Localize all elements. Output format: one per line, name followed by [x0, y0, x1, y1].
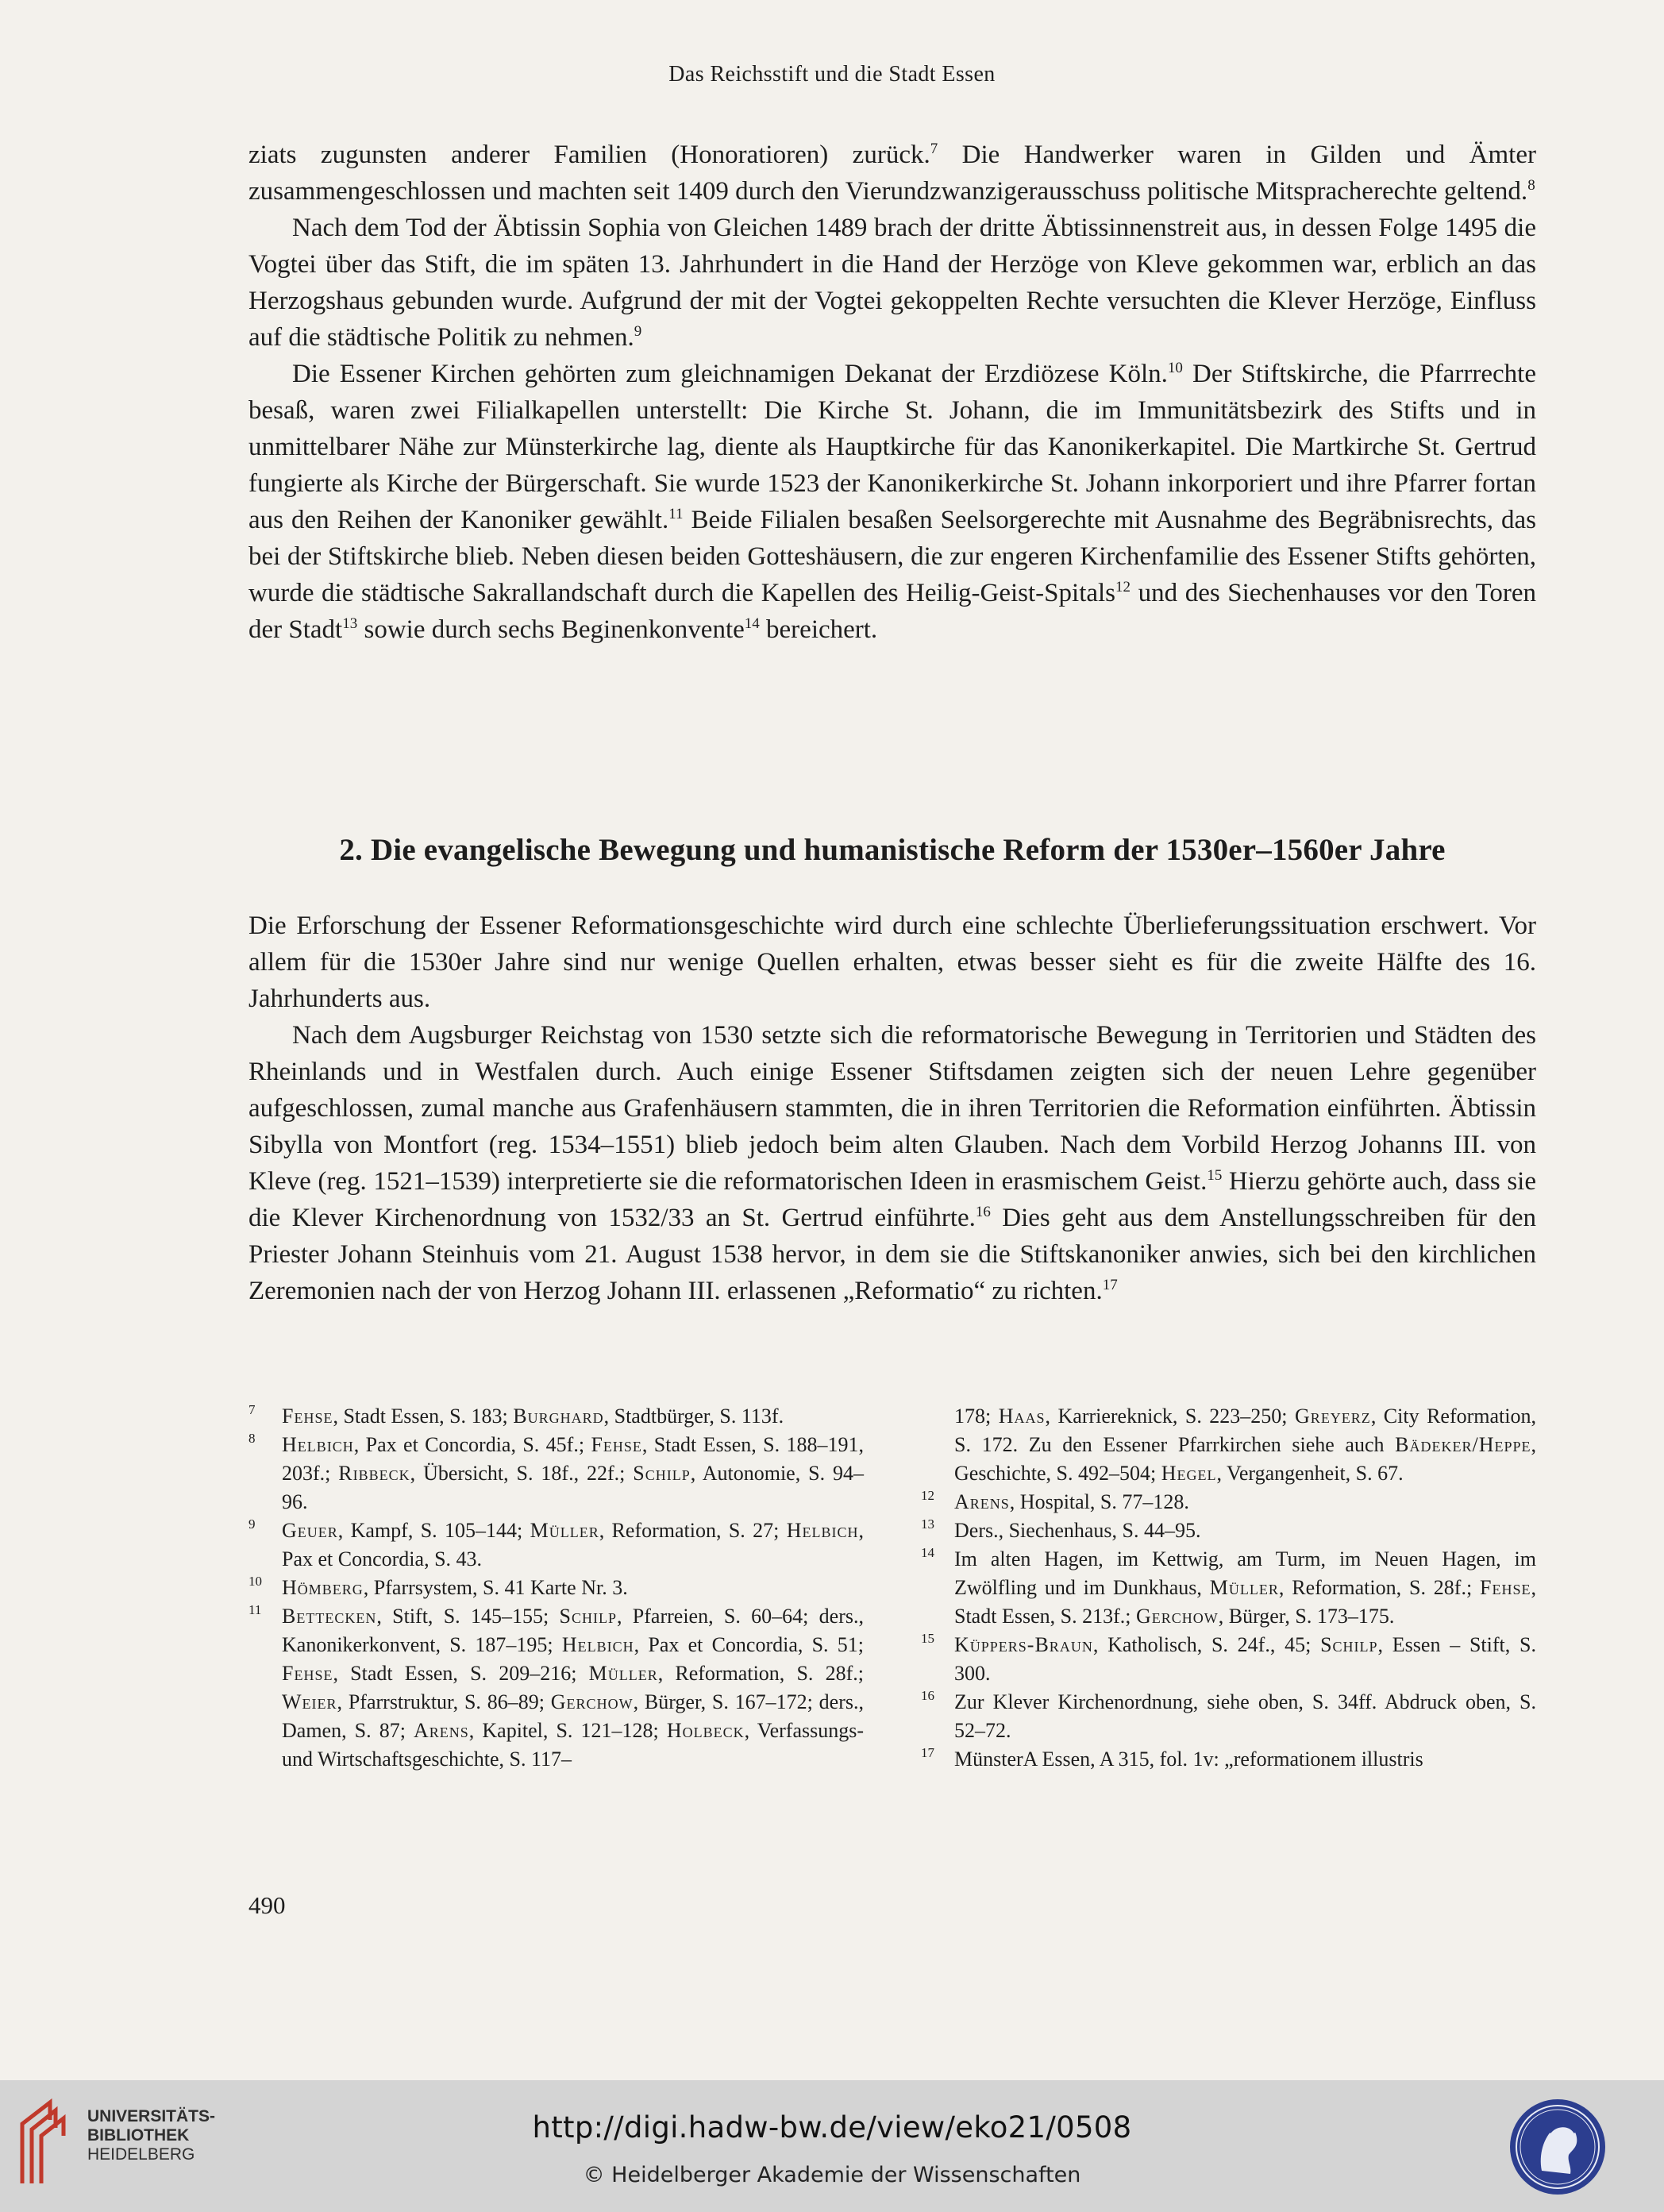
text-run: Im alten Hagen, im Kettwig, am Turm, im Neuen Hagen, im Zwölfling und im Dunkhaus,	[954, 1547, 1536, 1599]
text-run: 178;	[954, 1405, 999, 1428]
footnote-reference: 7	[930, 141, 938, 157]
text-run: , Autonomie, S. 94–96.	[282, 1462, 864, 1513]
logo-line-1: UNIVERSITÄTS-	[87, 2107, 216, 2125]
text-run: , Pax et Concordia, S. 51;	[634, 1633, 864, 1656]
text-run: , Stadt Essen, S. 188–191, 203f.;	[282, 1433, 864, 1485]
academy-seal-icon	[1502, 2091, 1613, 2202]
section-heading: 2. Die evangelische Bewegung und humanistische Reform der 1530er–1560er Jahre	[339, 833, 1446, 867]
footnote-number: 16	[921, 1688, 934, 1703]
author-name: Weier	[282, 1690, 337, 1713]
footnote	[921, 1516, 1536, 1545]
author-name: Helbich	[561, 1633, 634, 1656]
text-run: , Pax et Concordia, S. 43.	[282, 1519, 864, 1570]
body-text-before-heading	[248, 137, 1536, 648]
footnote-number: 12	[921, 1488, 934, 1503]
author-name: Müller	[1209, 1576, 1279, 1599]
text-run: , Essen – Stift, S. 300.	[954, 1633, 1536, 1685]
author-name: Hegel	[1161, 1462, 1217, 1485]
text-run: , Stadt Essen, S. 213f.;	[954, 1576, 1536, 1628]
text-run: , Bürger, S. 167–172; ders., Damen, S. 87;	[282, 1690, 864, 1742]
footnote-number: 9	[248, 1516, 256, 1532]
footnote	[248, 1574, 864, 1602]
footnote-reference: 14	[744, 615, 760, 632]
footnote-number: 10	[248, 1574, 262, 1589]
text-run: Nach dem Tod der Äbtissin Sophia von Gleichen 1489 brach der dritte Äbtissinnenstreit aus, in dessen Folge 1495 die Vogtei über das Stift, die im späten 13. Jahrhundert in die Hand der Herzöge von Kleve gekommen war, erblich an das Herzogshaus gebunden wurde. Aufgrund der mit der Vogtei gekoppelten Rechte versuchten die Klever Herzöge, Einfluss auf die städtische Politik zu nehmen.	[248, 214, 1536, 352]
text-run: , Verfassungs- und Wirtschaftsgeschichte, S. 117–	[282, 1719, 865, 1771]
footnote-number: 17	[921, 1745, 934, 1760]
text-run: , Pax et Concordia, S. 45f.;	[353, 1433, 591, 1456]
permalink-url[interactable]: http://digi.hadw-bw.de/view/eko21/0508	[532, 2110, 1132, 2145]
footnote	[248, 1402, 864, 1431]
text-run: , Geschichte, S. 492–504;	[954, 1433, 1536, 1485]
text-run: bereichert.	[759, 615, 878, 644]
author-name: Hömberg	[282, 1576, 364, 1599]
text-run: , Vergangenheit, S. 67.	[1216, 1462, 1404, 1485]
text-run: , Stadtbürger, S. 113f.	[603, 1405, 784, 1428]
text-run: Die Essener Kirchen gehörten zum gleichnamigen Dekanat der Erzdiözese Köln.	[292, 360, 1168, 388]
author-name: Schilp	[633, 1462, 691, 1485]
footnote-reference: 13	[342, 615, 358, 632]
footnote-reference: 12	[1115, 579, 1131, 595]
footnote-number: 8	[248, 1431, 256, 1446]
footnote	[921, 1488, 1536, 1516]
author-name: Fehse	[1480, 1576, 1531, 1599]
paragraph	[248, 137, 1536, 210]
footnote-reference: 8	[1527, 177, 1535, 194]
footnote-reference: 16	[975, 1204, 991, 1220]
author-name: Fehse	[282, 1405, 333, 1428]
logo-line-2: BIBLIOTHEK	[87, 2126, 190, 2145]
footnotes-right-column	[921, 1402, 1536, 1774]
author-name: Schilp	[559, 1605, 617, 1628]
text-run: , Kampf, S. 105–144;	[337, 1519, 530, 1542]
text-run: Beide Filialen besaßen Seelsorgerechte mit Ausnahme des Begräbnisrechts, das bei der Stiftskirche blieb. Neben diesen beiden Gotteshäusern, die zur engeren Kirchenfamilie des Essener Stifts gehörten, wurde die städtische Sakrallandschaft durch die Kapellen des Heilig-Geist-Spitals	[248, 506, 1536, 607]
footnote	[921, 1545, 1536, 1631]
footnote	[248, 1431, 864, 1516]
author-name: Gerchow	[550, 1690, 634, 1713]
author-name: Helbich	[786, 1519, 859, 1542]
text-run: Dies geht aus dem Anstellungsschreiben für den Priester Johann Steinhuis vom 21. August 1538 hervor, in dem sie die Stiftskanoniker anwies, sich bei den kirchlichen Zeremonien nach der von Herzog Johann III. erlassenen „Reformatio“ zu richten.	[248, 1204, 1536, 1305]
text-run: , Kapitel, S. 121–128;	[468, 1719, 667, 1742]
footnotes-left-column	[248, 1402, 864, 1774]
text-run: , Stadt Essen, S. 209–216;	[333, 1662, 589, 1685]
author-name: Bädeker/Heppe	[1395, 1433, 1531, 1456]
footnote-number: 13	[921, 1516, 934, 1532]
footnote-number: 7	[248, 1402, 256, 1417]
text-run: , Pfarrstruktur, S. 86–89;	[337, 1690, 551, 1713]
paragraph	[248, 356, 1536, 648]
author-name: Burghard	[513, 1405, 604, 1428]
footnote	[921, 1631, 1536, 1688]
paragraph	[248, 1017, 1536, 1309]
author-name: Helbich	[282, 1433, 354, 1456]
text-run: Der Stiftskirche, die Pfarrrechte besaß, waren zwei Filialkapellen unterstellt: Die Kirche St. Johann, die im Immunitätsbezirk des Stifts und in unmittelbarer Nähe zur Münsterkirche lag, diente als Hauptkirche für das Kanonikerkapitel. Die Martkirche St. Gertrud fungierte als Kirche der Bürgerschaft. Sie wurde 1523 der Kanonikerkirche St. Johann inkorporiert und ihre Pfarrer fortan aus den Reihen der Kanoniker gewählt.	[248, 360, 1536, 534]
text-run: , Übersicht, S. 18f., 22f.;	[410, 1462, 634, 1485]
logo-line-3: HEIDELBERG	[87, 2145, 195, 2164]
text-run: sowie durch sechs Beginenkonvente	[357, 615, 745, 644]
author-name: Gerchow	[1135, 1605, 1219, 1628]
paragraph	[248, 210, 1536, 356]
author-name: Fehse	[591, 1433, 642, 1456]
footnote-reference: 15	[1207, 1167, 1223, 1184]
author-name: Küppers-Braun	[954, 1633, 1093, 1656]
text-run: , Reformation, S. 28f.;	[1278, 1576, 1481, 1599]
author-name: Holbeck	[666, 1719, 745, 1742]
text-run: , Pfarrsystem, S. 41 Karte Nr. 3.	[363, 1576, 628, 1599]
paragraph	[248, 908, 1536, 1017]
page-number: 490	[248, 1891, 286, 1919]
author-name: Fehse	[282, 1662, 333, 1685]
footnote-11-continuation	[921, 1402, 1536, 1488]
author-name: Greyerz	[1295, 1405, 1371, 1428]
author-name: Ribbeck	[338, 1462, 410, 1485]
text-run: , Katholisch, S. 24f., 45;	[1092, 1633, 1321, 1656]
footer-bar	[0, 2080, 1664, 2212]
text-run: ziats zugunsten anderer Familien (Honoratioren) zurück.	[248, 141, 930, 169]
footnote	[921, 1688, 1536, 1745]
text-run: , Reformation, S. 28f.;	[657, 1662, 864, 1685]
text-run: MünsterA Essen, A 315, fol. 1v: „reformationem illustris	[954, 1748, 1423, 1771]
text-run: , Pfarreien, S. 60–64; ders., Kanonikerkonvent, S. 187–195;	[282, 1605, 864, 1656]
footnote	[248, 1602, 864, 1774]
text-run: , Reformation, S. 27;	[599, 1519, 787, 1542]
author-name: Haas	[998, 1405, 1046, 1428]
author-name: Müller	[588, 1662, 658, 1685]
text-run: , Stadt Essen, S. 183;	[333, 1405, 514, 1428]
text-run: Hierzu gehörte auch, dass sie die Klever Kirchenordnung von 1532/33 an St. Gertrud einführte.	[248, 1167, 1536, 1232]
text-run: und des Siechenhauses vor den Toren der Stadt	[248, 579, 1536, 644]
text-run: , Bürger, S. 173–175.	[1218, 1605, 1395, 1628]
footnote-number: 15	[921, 1631, 934, 1646]
author-name: Arens	[954, 1490, 1010, 1513]
author-name: Arens	[414, 1719, 469, 1742]
text-run: , Stift, S. 145–155;	[376, 1605, 560, 1628]
copyright-notice: © Heidelberger Akademie der Wissenschaften	[583, 2163, 1081, 2187]
text-run: Zur Klever Kirchenordnung, siehe oben, S. 34ff. Abdruck oben, S. 52–72.	[954, 1690, 1536, 1742]
text-run: Ders., Siechenhaus, S. 44–95.	[954, 1519, 1201, 1542]
footnote	[921, 1745, 1536, 1774]
text-run: Nach dem Augsburger Reichstag von 1530 setzte sich die reformatorische Bewegung in Territorien und Städten des Rheinlands und in Westfalen durch. Auch einige Essener Stiftsdamen zeigten sich der neuen Lehre gegenüber aufgeschlossen, zumal manche aus Grafenhäusern stammten, die in ihren Territorien die Reformation einführten. Äbtissin Sibylla von Montfort (reg. 1534–1551) blieb jedoch beim alten Glauben. Nach dem Vorbild Herzog Johanns III. von Kleve (reg. 1521–1539) interpretierte sie die reformatorischen Ideen in erasmischem Geist.	[248, 1021, 1536, 1196]
body-text-after-heading	[248, 908, 1536, 1309]
footnote-reference: 9	[634, 323, 642, 340]
text-run: , Karriereknick, S. 223–250;	[1045, 1405, 1296, 1428]
author-name: Schilp	[1320, 1633, 1378, 1656]
running-head: Das Reichsstift und die Stadt Essen	[668, 62, 996, 87]
footnote-reference: 17	[1102, 1277, 1118, 1293]
footnote-reference: 11	[668, 506, 684, 522]
text-run: , Hospital, S. 77–128.	[1009, 1490, 1189, 1513]
footnote-reference: 10	[1167, 360, 1183, 376]
footnote-number: 11	[248, 1602, 262, 1617]
text-run: Die Erforschung der Essener Reformationsgeschichte wird durch eine schlechte Überlieferungssituation erschwert. Vor allem für die 1530er Jahre sind nur wenige Quellen erhalten, etwas besser sieht es für die zweite Hälfte des 16. Jahrhunderts aus.	[248, 911, 1536, 1013]
text-run: Die Handwerker waren in Gilden und Ämter zusammengeschlossen und machten seit 1409 durch den Vierundzwanzigerausschuss politische Mitspracherechte geltend.	[248, 141, 1536, 206]
footnote-number: 14	[921, 1545, 934, 1560]
author-name: Bettecken	[282, 1605, 377, 1628]
footnote	[248, 1516, 864, 1574]
text-run: , City Reformation, S. 172. Zu den Essener Pfarrkirchen siehe auch	[954, 1405, 1536, 1456]
author-name: Geuer	[282, 1519, 338, 1542]
author-name: Müller	[530, 1519, 599, 1542]
